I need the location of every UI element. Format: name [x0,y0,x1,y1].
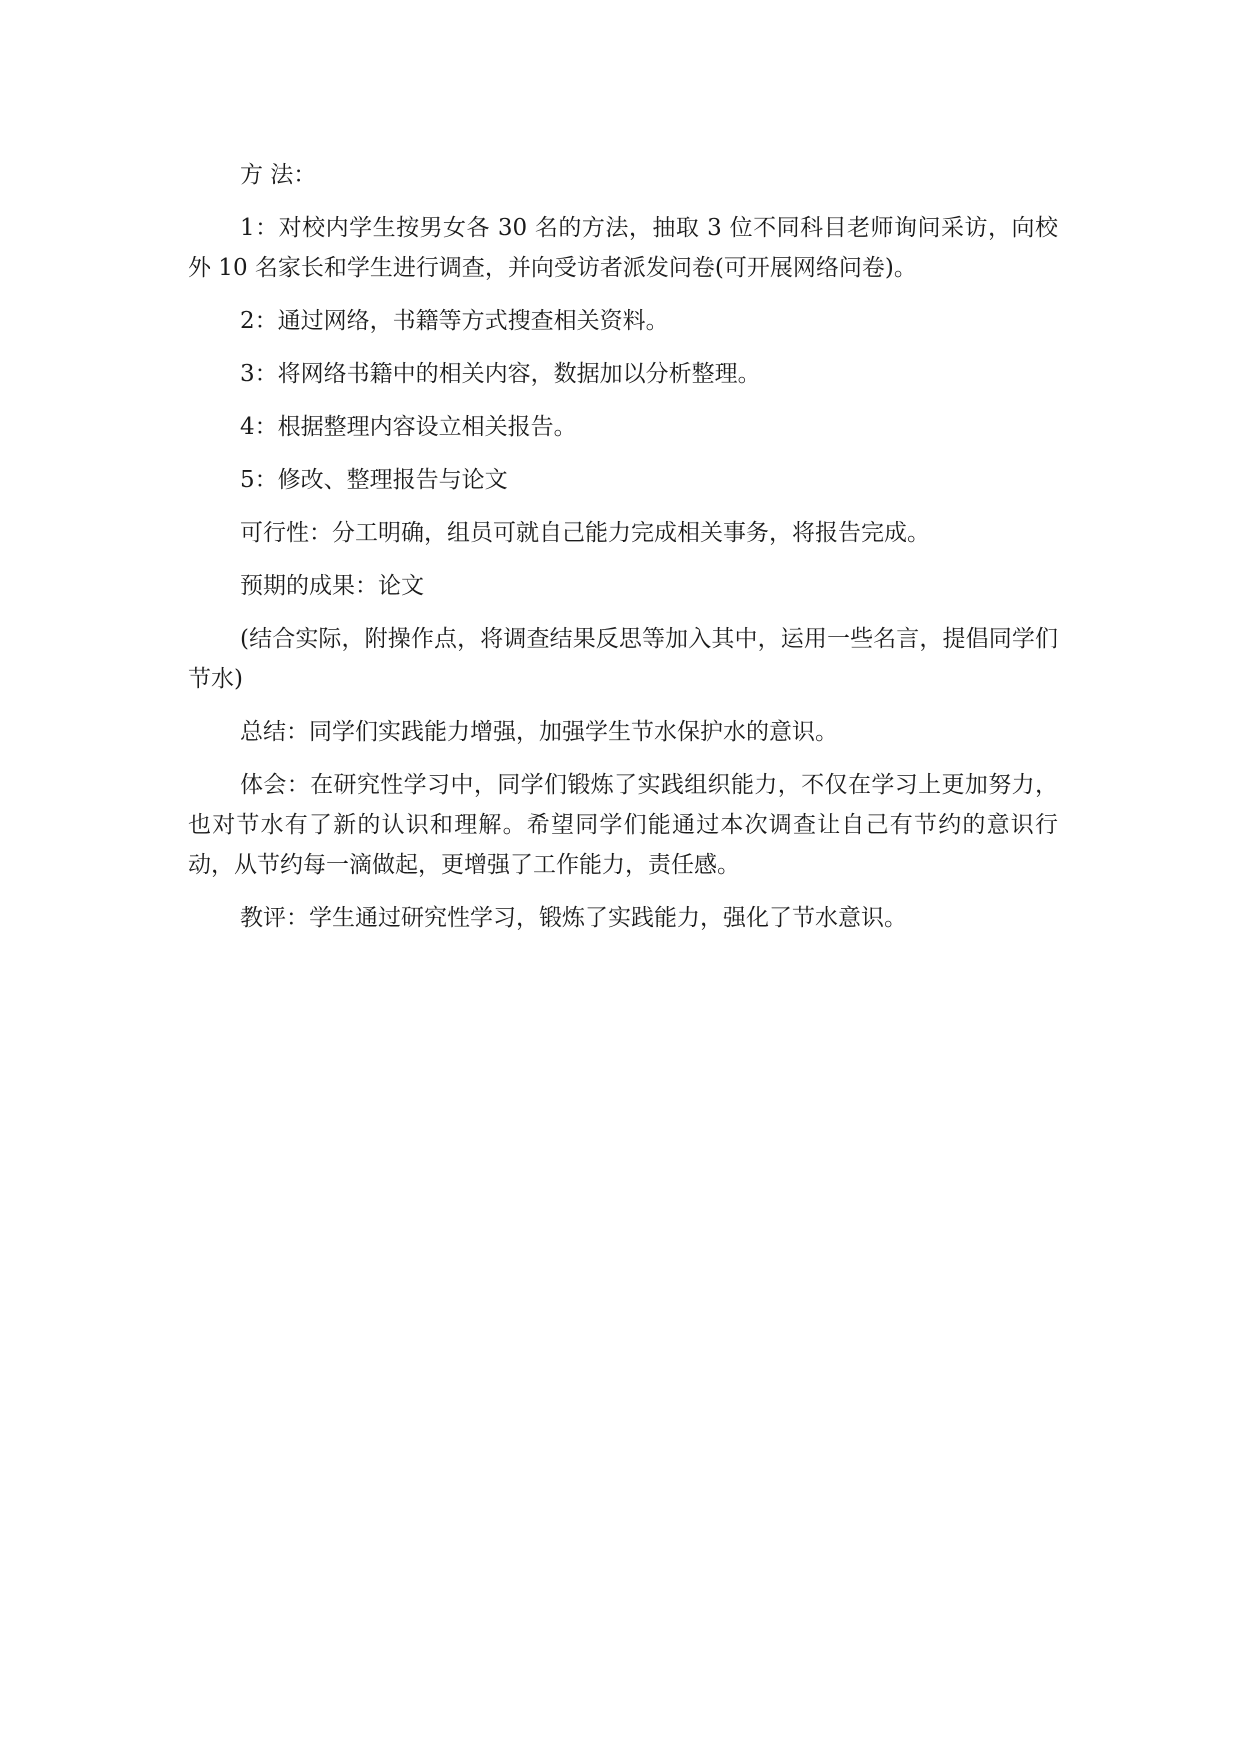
paragraph-outcome-note: (结合实际，附操作点，将调查结果反思等加入其中，运用一些名言，提倡同学们节水) [188,626,1058,692]
paragraph-method-step-1: 1：对校内学生按男女各 30 名的方法，抽取 3 位不同科目老师询问采访，向校外 10 名家长和学生进行调查，并向受访者派发问卷(可开展网络问卷)。 [188,215,1058,281]
paragraph-feasibility: 可行性：分工明确，组员可就自己能力完成相关事务，将报告完成。 [240,520,930,546]
paragraph-method-step-3: 3：将网络书籍中的相关内容，数据加以分析整理。 [240,361,761,387]
paragraph-expected-outcome: 预期的成果：论文 [240,573,424,599]
paragraph-method-step-5: 5：修改、整理报告与论文 [240,467,508,493]
paragraph-method-step-4: 4：根据整理内容设立相关报告。 [240,414,577,440]
paragraph-method-step-2: 2：通过网络，书籍等方式搜查相关资料。 [240,308,669,334]
paragraph-method-heading: 方 法： [240,162,317,188]
paragraph-reflection: 体会：在研究性学习中，同学们锻炼了实践组织能力，不仅在学习上更加努力，也对节水有了新的认识和理解。希望同学们能通过本次调查让自己有节约的意识行动，从节约每一滴做起，更增强了工作能力，责任感。 [188,772,1058,878]
paragraph-teacher-comment: 教评：学生通过研究性学习，锻炼了实践能力，强化了节水意识。 [240,905,907,931]
document-body [188,155,1058,938]
paragraph-summary: 总结：同学们实践能力增强，加强学生节水保护水的意识。 [240,719,838,745]
